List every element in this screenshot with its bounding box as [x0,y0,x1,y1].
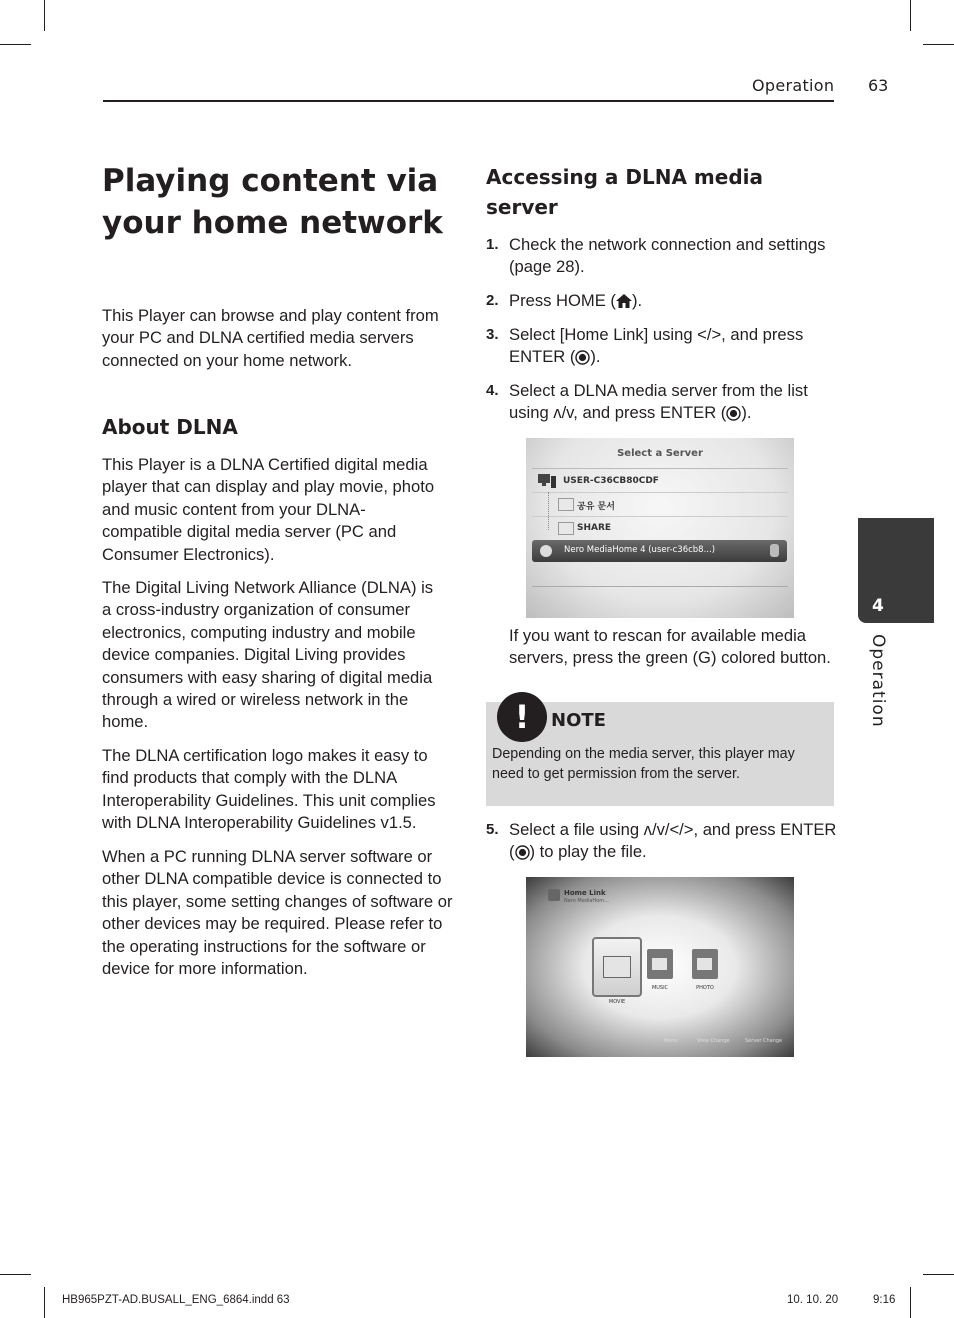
about-paragraph-3: The DLNA certification logo makes it easy to find products that comply with the DLNA Interoperability Guidelines. This unit complies with DLNA Interoperability Guidelines v1.5. [102,746,436,833]
about-paragraph-4: When a PC running DLNA server software or other DLNA compatible device is connected to this player, some setting changes of software or other devices may be required. Please refer to the operating instructions for the software or device for more information. [102,847,453,979]
home-link-icon [548,889,560,901]
home-icon [616,294,632,308]
intro-paragraph: This Player can browse and play content from your PC and DLNA certified media servers connected on your home network. [102,306,439,370]
footer-hint-view: View Change [697,1038,730,1044]
folder-icon [652,958,667,970]
folder-icon [558,522,574,535]
tile-music[interactable] [647,949,673,979]
home-link-subheader: Nero MediaHom... [564,898,609,904]
crop-mark [44,1287,45,1318]
folder-icon [558,498,574,511]
selected-server-row[interactable] [532,540,787,562]
chapter-label: Operation [868,634,888,728]
tile-label: MUSIC [651,985,669,991]
server-icon [540,545,552,557]
footer-time: 9:16 [873,1294,896,1306]
chapter-number: 4 [872,596,884,616]
step-text: Select [Home Link] using </>, and press ENTER ( ). [509,325,804,367]
folder-icon [697,958,712,970]
folder-icon [603,956,631,978]
home-link-header: Home Link [564,889,606,897]
about-paragraph-2: The Digital Living Network Alliance (DLNA) is a cross-industry organization of consumer electronics, computing industry and mobile device companies. Digital Living provides consumers with easy sharing of digital media through a wired or wireless network in the home. [102,578,434,732]
step-text: Select a DLNA media server from the list using ʌ/v, and press ENTER ( ). [509,381,808,423]
note-text: Depending on the media server, this player may need to get permission from the server. [492,746,795,782]
home-link-screenshot [526,877,794,1057]
selected-tile-frame[interactable] [592,937,642,997]
computer-icon [538,474,556,490]
step-number: 4. [486,382,499,399]
tree-line [548,492,550,530]
crop-mark [0,1274,31,1275]
screen-title: Select a Server [617,448,703,459]
footer-date: 10. 10. 20 [787,1294,839,1306]
crop-mark [0,44,31,45]
step-number: 2. [486,292,499,309]
server-item: Nero MediaHome 4 (user-c36cb8...) [564,545,716,555]
step-number: 5. [486,821,499,838]
header-rule [103,100,834,102]
folder-item[interactable]: 공유 문서 [577,502,615,512]
tile-photo[interactable] [692,949,718,979]
enter-icon [575,350,590,365]
step-text: Check the network connection and settings (page 28). [509,235,826,277]
crop-mark [910,0,911,31]
enter-icon [515,845,530,860]
info-icon [770,544,779,557]
about-paragraph-1: This Player is a DLNA Certified digital media player that can display and play movie, photo and music content from your DLNA-compatible digital media server (PC and Consumer Electronics). [102,455,435,564]
tile-label: MOVIE [608,999,626,1005]
crop-mark [910,1287,911,1318]
step-number: 3. [486,326,499,343]
crop-mark [923,1274,954,1275]
step-number: 1. [486,236,499,253]
step-text: Select a file using ʌ/v/</>, and press ENTER ( ) to play the file. [509,820,837,862]
divider [532,516,788,517]
server-item[interactable]: USER-C36CB80CDF [563,476,659,486]
page-title: Playing content via your home network [102,163,443,241]
about-heading: About DLNA [102,415,238,439]
divider [532,468,788,469]
exclamation-icon: ! [497,692,547,742]
footer-hint-menu: Menu [664,1038,678,1044]
folder-item[interactable]: SHARE [577,523,612,533]
divider [532,586,788,587]
crop-mark [44,0,45,31]
enter-icon [726,406,741,421]
note-label: NOTE [551,710,606,731]
rescan-text: If you want to rescan for available media servers, press the green (G) colored button. [509,626,831,668]
header-section: Operation [752,76,835,95]
footer-file: HB965PZT-AD.BUSALL_ENG_6864.indd 63 [62,1294,290,1306]
crop-mark [923,44,954,45]
footer-hint-server: Server Change [745,1038,783,1044]
tile-label: PHOTO [696,985,714,991]
chapter-tab [858,518,934,623]
page-number: 63 [868,76,889,95]
divider [532,492,788,493]
server-list-screenshot [526,438,794,618]
step-text: Press HOME ( ). [509,291,643,310]
access-heading: Accessing a DLNA media server [486,165,763,219]
